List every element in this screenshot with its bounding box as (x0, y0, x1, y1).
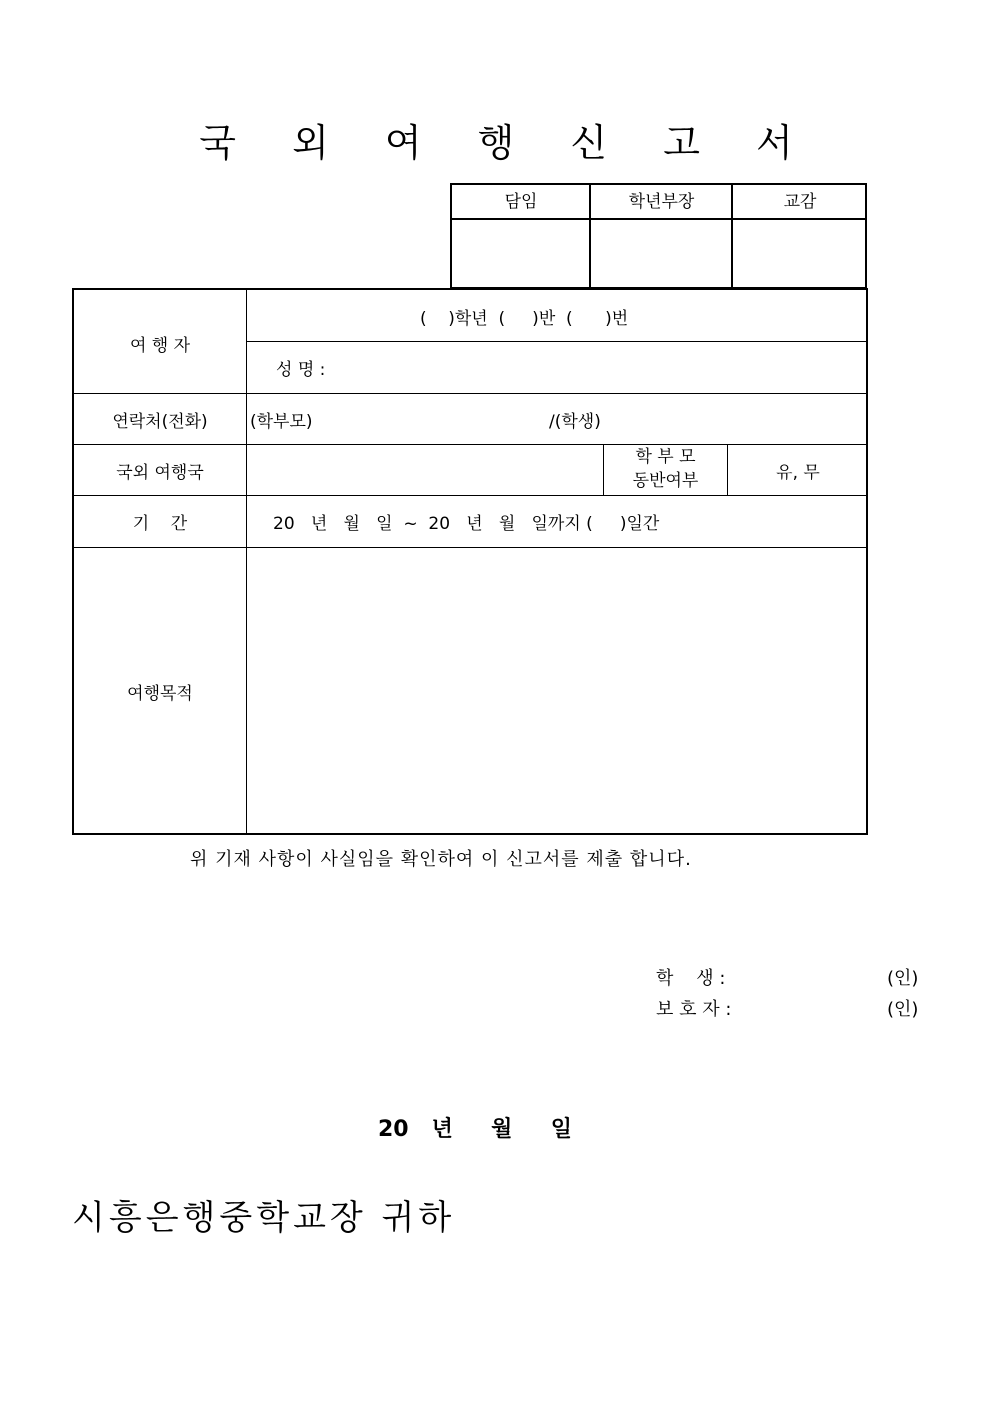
student-signature-label: 학 생 : (656, 968, 726, 989)
approval-box (450, 183, 867, 289)
contact-parent-label: (학부모) (250, 412, 313, 432)
row-divider (74, 444, 868, 445)
approval-vice-principal-label: 교감 (783, 192, 817, 212)
approval-homeroom-label: 담임 (504, 192, 538, 212)
row-divider (246, 341, 868, 342)
row-divider (74, 495, 868, 496)
parent-accompany-line1: 학 부 모 (635, 447, 696, 467)
parent-accompany-label (604, 445, 727, 493)
guardian-signature-label: 보 호 자 : (656, 999, 732, 1020)
confirmation-statement: 위 기재 사항이 사실임을 확인하여 이 신고서를 제출 합니다. (190, 849, 692, 870)
country-label: 국외 여행국 (116, 463, 204, 483)
student-seal: (인) (887, 968, 919, 989)
traveler-label: 여 행 자 (129, 336, 191, 356)
purpose-label: 여행목적 (127, 684, 193, 704)
contact-student-label: /(학생) (549, 412, 601, 432)
period-label: 기 간 (132, 514, 188, 534)
addressee: 시흥은행중학교장 귀하 (72, 1198, 456, 1238)
accompany-yes-no: 유, 무 (776, 463, 820, 483)
class-number-line: ( )학년 ( )반 ( )번 (420, 309, 629, 329)
contact-label: 연락처(전화) (112, 412, 208, 432)
row-divider (74, 547, 868, 548)
guardian-seal: (인) (887, 999, 919, 1020)
submission-date: 20 년 월 일 (378, 1117, 572, 1142)
name-label: 성 명 : (276, 360, 326, 380)
travel-form-table (72, 288, 868, 835)
label-column-divider (246, 290, 247, 833)
row-divider (74, 393, 868, 394)
form-title: 국 외 여 행 신 고 서 (199, 121, 815, 165)
approval-grade-head-label: 학년부장 (628, 192, 695, 212)
parent-accompany-line2: 동반여부 (632, 471, 699, 491)
period-value: 20 년 월 일 ~ 20 년 월 일까지 ( )일간 (273, 514, 660, 534)
